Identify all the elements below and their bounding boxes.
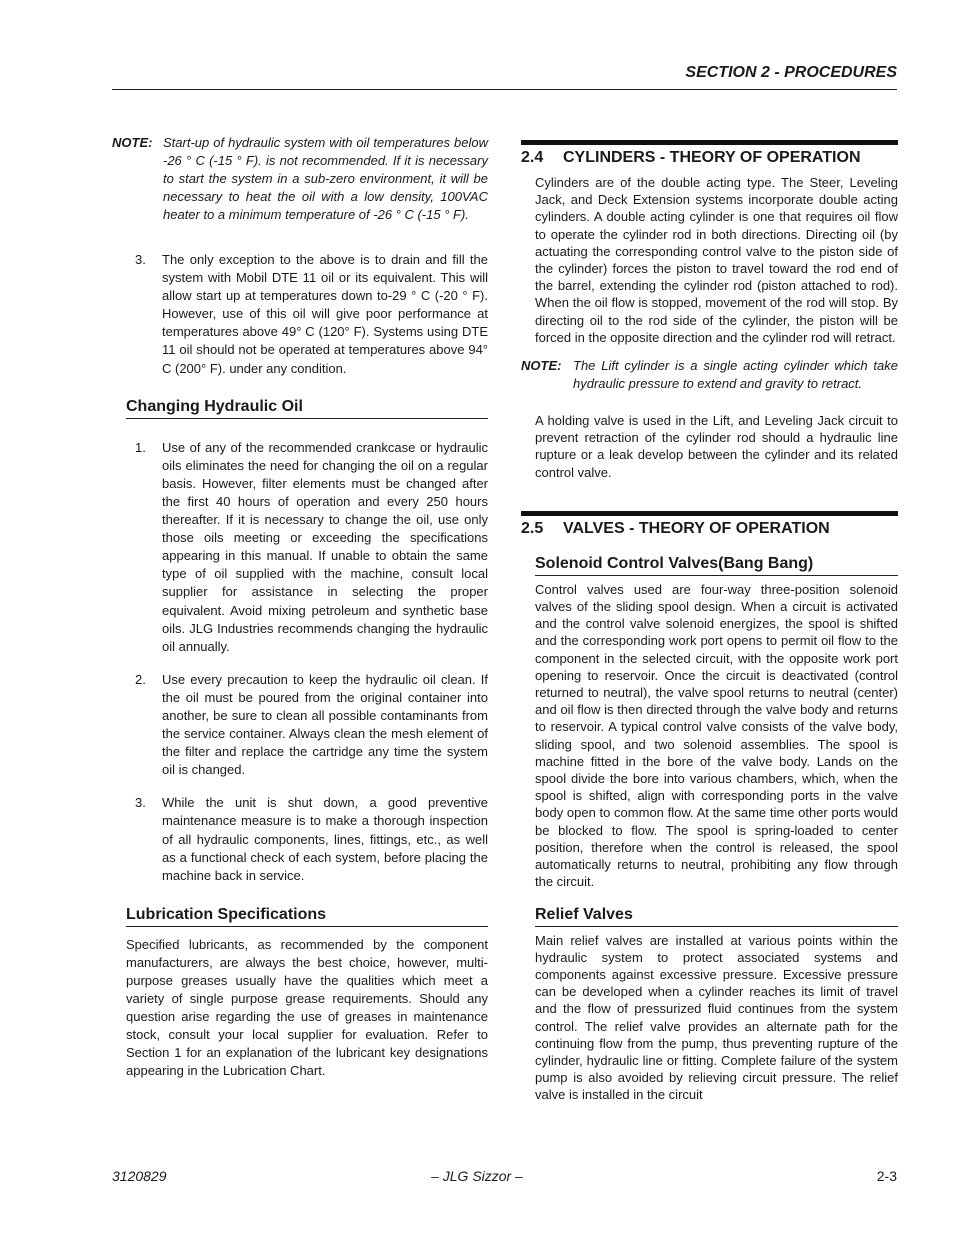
footer-doc-number: 3120829: [112, 1168, 167, 1184]
lubrication-paragraph: Specified lubricants, as recommended by the component manufacturers, are always the best choice, however, multi-purpose greases usually have the qualities which meet a variety of single purpose grease requirements. Should any question arise regarding the use of greases in maintenance stock, consult your local supplier for evaluation. Refer to Section 1 for an explanation of the lubricant key designations appearing in the Lubrication Chart.: [126, 936, 488, 1079]
subheading-lubrication-specifications: Lubrication Specifications: [126, 906, 488, 927]
solenoid-paragraph: Control valves used are four-way three-position solenoid valves of the sliding spool design. When a circuit is activated and the control valve solenoid energizes, the spool is shifted and the corresponding work port opens to permit oil flow to the component in the selected circuit, with the opposite work port opening to reservoir. Once the circuit is deactivated (control returned to neutral), the valve spool returns to neutral (center) and oil flow is then directed through the valve body and returns to reservoir. A typical control valve consists of the valve body, sliding spool, and two solenoid assemblies. The spool is machine fitted in the bore of the valve body. Lands on the spool divide the bore into various chambers, which, when the spool is shifted, align with corresponding ports in the valve body open to common flow. At the same time other ports would be blocked to flow. The spool is spring-loaded to center position, therefore when the control is released, the spool automatically returns to neutral, prohibiting any flow through the circuit.: [535, 581, 898, 890]
note-block: [112, 134, 488, 224]
subheading-changing-hydraulic-oil: Changing Hydraulic Oil: [126, 398, 488, 419]
list-text: While the unit is shut down, a good preventive maintenance measure is to make a thorough inspection of all hydraulic components, lines, fittings, etc., as well as a functional check of each system, before placing the machine back in service.: [162, 795, 488, 883]
section-heading-valves: [521, 511, 898, 538]
section-heading-cylinders: [521, 140, 898, 167]
section-number: 2.5: [521, 519, 544, 537]
note-label: NOTE:: [112, 135, 153, 150]
section-title: VALVES - THEORY OF OPERATION: [563, 519, 830, 537]
section-header: SECTION 2 - PROCEDURES: [685, 64, 897, 81]
right-column: [521, 140, 898, 1104]
list-item: [112, 251, 488, 378]
list-text: Use every precaution to keep the hydraulic oil clean. If the oil must be poured from the original container into another, be sure to clean all possible contaminants from the service container. Always clean the mesh element of the filter and replace the cartridge any time the system oil is changed.: [162, 671, 488, 778]
section-number: 2.4: [521, 149, 544, 166]
header-rule: [112, 89, 897, 90]
relief-paragraph: Main relief valves are installed at various points within the hydraulic system to protect associated systems and components against excessive pressure. Excessive pressure can be developed when a cylinder reaches its limit of travel and the flow of pressurized fluid continues from the system control. The relief valve provides an alternate path for the continuing flow from the pump, thus preventing rupture of the cylinder, hydraulic line or fitting. Complete failure of the system pump is also avoided by relieving circuit pressure. The relief valve is installed in the circuit: [535, 932, 898, 1103]
section-title: CYLINDERS - THEORY OF OPERATION: [563, 149, 861, 166]
list-text: The only exception to the above is to drain and fill the system with Mobil DTE 11 oil or its equivalent. This will allow start up at temperatures down to-29 ° C (-20 ° F). However, use of this oil will give poor performance at temperatures above 49° C (120° F). Systems using DTE 11 oil should not be operated at temperatures above 94° C (200° F). under any condition.: [162, 252, 488, 376]
holding-valve-paragraph: A holding valve is used in the Lift, and Leveling Jack circuit to prevent retraction of the cylinder rod should a hydraulic line rupture or a leak develop between the cylinder and its related control valve.: [535, 413, 898, 480]
list-number: 2.: [135, 671, 146, 687]
list-text: Use of any of the recommended crankcase or hydraulic oils eliminates the need for changing the oil on a regular basis. However, filter elements must be changed after the first 40 hours of operation and every 250 hours thereafter. If it is necessary to change the oil, use only those oils meeting or exceeding the specifications appearing in this manual. If unable to obtain the same type of oil supplied with the machine, consult local supplier for assistance in selecting the proper equivalent. Avoid mixing petroleum and synthetic base oils. JLG Industries recommends changing the hydraulic oil annually.: [162, 439, 488, 654]
subheading-relief-valves: Relief Valves: [535, 906, 898, 927]
note-text: The Lift cylinder is a single acting cylinder which take hydraulic pressure to extend and gravity to retract.: [573, 358, 898, 392]
cylinders-paragraph: Cylinders are of the double acting type. The Steer, Leveling Jack, and Deck Extension systems incorporate double acting cylinders. A double acting cylinder is one that requires oil flow to operate the cylinder rod in both directions. Directing oil (by actuating the corresponding control valve to the piston side of the cylinder) forces the piston to travel toward the rod end of the barrel, extending the cylinder rod (piston attached to rod). When the oil flow is stopped, movement of the rod will stop. By directing oil to the rod side of the cylinder, the piston will be forced in the opposite direction and the cylinder rod will retract.: [535, 175, 898, 345]
left-column: [112, 134, 488, 1081]
footer-title: – JLG Sizzor –: [431, 1168, 523, 1184]
list-number: 3.: [135, 795, 146, 811]
subheading-solenoid-control-valves: Solenoid Control Valves(Bang Bang): [535, 555, 898, 576]
footer-page-number: 2-3: [876, 1168, 897, 1184]
list-item: [112, 439, 488, 656]
note-block: [521, 357, 898, 393]
list-number: 1.: [135, 439, 146, 455]
note-text: Start-up of hydraulic system with oil temperatures below -26 ° C (-15 ° F). is not recommended. If it is necessary to start the system in a sub-zero environment, it will be necessary to heat the oil with a low density, 100VAC heater to a minimum temperature of -26 ° C (-15 ° F).: [163, 135, 488, 222]
list-item: [112, 671, 488, 780]
list-number: 3.: [135, 252, 146, 267]
note-label: NOTE:: [521, 358, 562, 374]
list-item: [112, 794, 488, 884]
